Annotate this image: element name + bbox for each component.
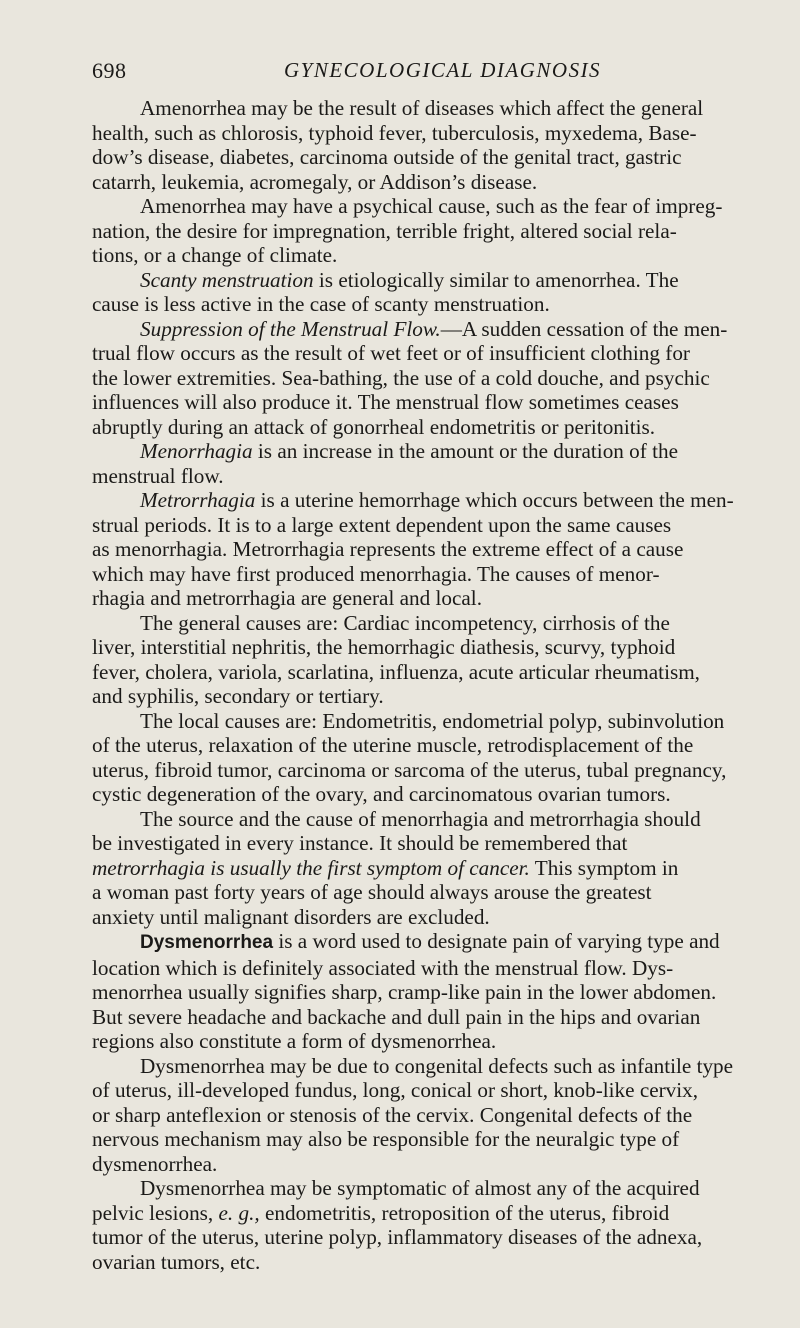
paragraph-metrorrhagia bbox=[92, 488, 792, 611]
text-line: anxiety until malignant disorders are excluded. bbox=[92, 904, 490, 929]
italic-term: Metrorrhagia bbox=[140, 488, 256, 512]
text-line: ovarian tumors, etc. bbox=[92, 1249, 261, 1274]
paragraph-dysmenorrhea-definition bbox=[92, 929, 792, 1054]
text-line: trual flow occurs as the result of wet feet or of insufficient clothing for bbox=[92, 341, 690, 365]
text-line: menorrhea usually signifies sharp, cramp-like pain in the lower abdomen. bbox=[92, 980, 717, 1004]
text-line: cystic degeneration of the ovary, and carcinomatous ovarian tumors. bbox=[92, 782, 671, 806]
text-line: The general causes are: Cardiac incompetency, cirrhosis of the bbox=[140, 610, 670, 635]
text-line: Menorrhagia is an increase in the amount or the duration of the bbox=[140, 439, 679, 463]
text-line: which may have first produced menorrhagia. The causes of menor- bbox=[92, 561, 660, 586]
text-line: Scanty menstruation is etiologically similar to amenorrhea. The bbox=[140, 267, 679, 292]
text-line: The source and the cause of menorrhagia and metrorrhagia should bbox=[140, 806, 701, 831]
text-line: of uterus, ill-developed fundus, long, conical or short, knob-like cervix, bbox=[92, 1078, 699, 1102]
text-line: Dysmenorrhea is a word used to designate pain of varying type and bbox=[140, 929, 720, 953]
text-line: be investigated in every instance. It should be remembered that bbox=[92, 831, 628, 855]
text-line: strual periods. It is to a large extent dependent upon the same causes bbox=[92, 512, 672, 537]
italic-heading: Suppression of the Menstrual Flow. bbox=[140, 316, 441, 341]
paragraph-menorrhagia bbox=[92, 439, 792, 488]
paragraph-suppression bbox=[92, 317, 792, 440]
italic-term: Menorrhagia bbox=[140, 439, 253, 463]
text-line: influences will also produce it. The menstrual flow sometimes ceases bbox=[92, 390, 679, 414]
text-line: of the uterus, relaxation of the uterine muscle, retrodisplacement of the bbox=[92, 733, 694, 757]
text-line: abruptly during an attack of gonorrheal endometritis or peritonitis. bbox=[92, 414, 656, 439]
text-line: metrorrhagia is usually the first symptom of cancer. This symptom in bbox=[92, 855, 679, 880]
text-line: Dysmenorrhea may be symptomatic of almost any of the acquired bbox=[140, 1176, 700, 1200]
page-header bbox=[92, 58, 708, 86]
italic-term: Scanty menstruation bbox=[140, 267, 314, 292]
text-line: the lower extremities. Sea-bathing, the use of a cold douche, and psychic bbox=[92, 365, 710, 390]
paragraph-dysmenorrhea-congenital bbox=[92, 1054, 792, 1177]
text-line: cause is less active in the case of scanty menstruation. bbox=[92, 292, 550, 316]
paragraph-investigation bbox=[92, 807, 792, 930]
text-line: Dysmenorrhea may be due to congenital defects such as infantile type bbox=[140, 1053, 734, 1078]
paragraph-amenorrhea-causes bbox=[92, 96, 792, 194]
text-line: health, such as chlorosis, typhoid fever, tuberculosis, myxedema, Base- bbox=[92, 120, 697, 145]
text-line: pelvic lesions, e. g., endometritis, retroposition of the uterus, fibroid bbox=[92, 1200, 670, 1225]
text-line: Amenorrhea may be the result of diseases which affect the general bbox=[140, 96, 704, 120]
text-line: tions, or a change of climate. bbox=[92, 243, 338, 267]
text-line: nervous mechanism may also be responsible for the neuralgic type of bbox=[92, 1127, 680, 1151]
text-line: or sharp anteflexion or stenosis of the cervix. Congenital defects of the bbox=[92, 1102, 693, 1127]
text-line: a woman past forty years of age should always arouse the greatest bbox=[92, 880, 652, 904]
text-line: as menorrhagia. Metrorrhagia represents the extreme effect of a cause bbox=[92, 537, 684, 561]
text-line: The local causes are: Endometritis, endometrial polyp, subinvolution bbox=[140, 708, 725, 733]
text-line: Suppression of the Menstrual Flow.—A sudden cessation of the men- bbox=[140, 316, 728, 341]
text-line: menstrual flow. bbox=[92, 463, 224, 488]
text-line: Metrorrhagia is a uterine hemorrhage which occurs between the men- bbox=[140, 488, 734, 512]
text-line: catarrh, leukemia, acromegaly, or Addison’s disease. bbox=[92, 169, 538, 194]
paragraph-local-causes bbox=[92, 709, 792, 807]
paragraph-dysmenorrhea-acquired bbox=[92, 1176, 792, 1274]
body-text bbox=[92, 96, 792, 1274]
italic-warning: metrorrhagia is usually the first symptom of cancer. bbox=[92, 855, 530, 880]
text-line: location which is definitely associated with the menstrual flow. Dys- bbox=[92, 955, 674, 980]
paragraph-amenorrhea-psychical bbox=[92, 194, 792, 268]
page-number: 698 bbox=[92, 58, 127, 83]
text-line: Amenorrhea may have a psychical cause, such as the fear of impreg- bbox=[140, 194, 723, 218]
text-line: rhagia and metrorrhagia are general and local. bbox=[92, 586, 482, 610]
italic-abbreviation: e. g., bbox=[218, 1200, 260, 1225]
text-line: regions also constitute a form of dysmenorrhea. bbox=[92, 1029, 497, 1053]
text-line: dow’s disease, diabetes, carcinoma outside of the genital tract, gastric bbox=[92, 145, 682, 169]
paragraph-general-causes bbox=[92, 611, 792, 709]
running-title: GYNECOLOGICAL DIAGNOSIS bbox=[284, 58, 602, 82]
paragraph-scanty-menstruation bbox=[92, 268, 792, 317]
text-line: nation, the desire for impregnation, terrible fright, altered social rela- bbox=[92, 218, 677, 243]
text-line: fever, cholera, variola, scarlatina, influenza, acute articular rheumatism, bbox=[92, 659, 700, 684]
bold-term: Dysmenorrhea bbox=[140, 932, 274, 953]
text-line: and syphilis, secondary or tertiary. bbox=[92, 684, 384, 708]
text-line: But severe headache and backache and dull pain in the hips and ovarian bbox=[92, 1004, 701, 1029]
text-line: uterus, fibroid tumor, carcinoma or sarcoma of the uterus, tubal pregnancy, bbox=[92, 757, 727, 782]
text-line: tumor of the uterus, uterine polyp, inflammatory diseases of the adnexa, bbox=[92, 1225, 703, 1249]
text-line: liver, interstitial nephritis, the hemorrhagic diathesis, scurvy, typhoid bbox=[92, 635, 676, 659]
text-line: dysmenorrhea. bbox=[92, 1151, 218, 1176]
